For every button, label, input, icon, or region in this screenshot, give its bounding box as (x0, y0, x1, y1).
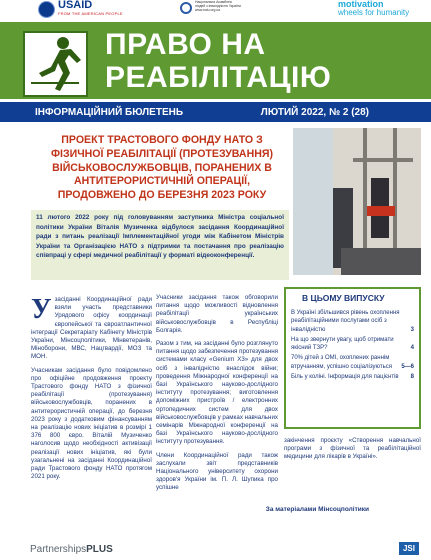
title-line-1: ПРАВО НА (105, 28, 266, 61)
contents-item-page: 3 (410, 326, 414, 333)
usaid-name: USAID (58, 0, 93, 11)
contents-box (284, 287, 421, 429)
bulletin-label: ІНФОРМАЦІЙНИЙ БЮЛЕТЕНЬ (35, 107, 184, 118)
intro-box: 11 лютого 2022 року під головуванням заступника Міністра соціальної політики України Віталія Музиченка відбулося засідання Координаційної ради з питань реалізації Імплементаційної угоди між Кабінетом Міністрів України та Організацією НАТО з підтримки та постачання про реалізацію співпраці у сфері медичної реабілітації у форматі відеоконференції. (31, 210, 289, 280)
contents-item-page: 4 (410, 345, 414, 352)
masthead (0, 22, 431, 99)
issue-label: ЛЮТИЙ 2022, № 2 (28) (260, 107, 369, 118)
motivation-logo (338, 0, 431, 20)
col1-paragraph-1: засіданні Координаційної ради взяли участь представники Урядового офісу координації європейської та євроатлантичної інтеграції Секретаріату Кабінету Міністрів України, Мінсоцполітики, Мінветеранів, Міноборони, МВС, Нацгвардії, МОЗ та МОН. (31, 296, 152, 361)
ngo-line-2: людей з інвалідністю України (195, 4, 241, 8)
motivation-tagline: wheels for humanity (338, 8, 410, 17)
footer (0, 536, 431, 560)
article-headline: ПРОЕКТ ТРАСТОВОГО ФОНДУ НАТО З ФІЗИЧНОЇ РЕАБІЛІТАЦІЇ (ПРОТЕЗУВАННЯ) ВІЙСЬКОВОСЛУЖБОВЦІВ, ПОРАНЕНИХ В АНТИТЕРОРИСТИЧНІЙ ОПЕРАЦІЇ, ПРОДОВЖЕНО ДО БЕРЕЗНЯ 2023 РОКУ (50, 134, 274, 202)
contents-list (286, 303, 419, 381)
contents-item-page: 8 (410, 374, 414, 381)
contents-heading: В ЦЬОМУ ВИПУСКУ (302, 293, 385, 303)
col1-paragraph-2: Учасникам засідання було повідомлено про офіційне продовження проекту Трастового фонду НАТО з фізичної реабілітації (протезування) військовослужбовців, поранених в антитерористичній операції, до березня 2023 року з додатковим фінансуванням на реалізацію нових ініціатив в розмірі 1 376 800 євро. Віталій Музиченко наголосив щодо необхідності активізації реалізації нових ініціатив, які були узагальнені на засіданні Координаційної ради Трастового фонду НАТО протягом 2021 року. (31, 366, 152, 481)
ngo-emblem-icon (180, 2, 192, 14)
contents-item-text: Біль у коліні. Інформація для пацієнтів (291, 374, 399, 381)
logo-strip (0, 0, 431, 22)
drop-cap: У (31, 294, 52, 325)
col2-paragraph-2: Разом з тим, на засіданні було розглянуто питання щодо забезпечення протезування системами класу «Genium X3» для двох осіб з інвалідністю внаслідок війни; проведення Міжнародної конференції на базі Українського науково-дослідного інституту протезування; виготовлення допоміжних пристроїв / електронних ортопедичних систем для двох військовослужбовців у рамках навчальних семінарів Міжнародної конференції на базі Українського науково-дослідного інституту протезування. (156, 340, 278, 446)
plus-word: PLUS (86, 544, 113, 555)
partnerships-word: Partnerships (30, 544, 87, 555)
usaid-seal-icon (38, 1, 55, 18)
jsi-logo: JSI (399, 542, 419, 555)
masthead-title (105, 28, 425, 94)
contents-item-text: 70% дітей з ОМІ, охоплених раннім втручанням, успішно соціалізуються (291, 355, 393, 370)
contents-item[interactable] (291, 309, 414, 334)
article-column-3: закінчення проєкту «Створення навчальної програми з фізичної та реабілітаційної медицини для лікарів в Україні». (284, 437, 421, 461)
article-column-2 (156, 294, 278, 498)
contents-item-text: В Україні збільшився рівень охоплення реабілітаційними послугами осіб з інвалідністю (291, 310, 400, 333)
bulletin-strip (0, 102, 431, 122)
contents-item-page: 5—6 (401, 363, 414, 370)
usaid-tagline: FROM THE AMERICAN PEOPLE (58, 11, 123, 16)
motivation-word: motivation (338, 0, 384, 9)
ngo-line-3: www.naiu.org.ua (195, 8, 221, 12)
rehabilitation-photo (293, 128, 421, 275)
usaid-logo (38, 0, 130, 20)
contents-item[interactable] (291, 354, 414, 371)
col2-paragraph-1: Учасники засідання також обговорили питання щодо можливості відновлення реабілітації українських військовослужбовців в Республіці Болгарія. (156, 294, 278, 334)
title-line-2: РЕАБІЛІТАЦІЮ (105, 61, 332, 94)
col2-paragraph-3: Члени Координаційної ради також заслухали звіт представників Національного університету охорони здоров'я України ім. П. Л. Шупика про успішне (156, 451, 278, 492)
contents-item[interactable] (291, 373, 414, 381)
ngo-line-1: Національна Асамблея (195, 0, 232, 4)
contents-item[interactable] (291, 336, 414, 353)
contents-item-text: На що звернути увагу, щоб отримати якісний ТЗР? (291, 336, 394, 352)
ngo-logo (180, 0, 270, 20)
partnerships-plus-logo (30, 544, 113, 555)
runner-emblem-icon (23, 31, 88, 97)
source-signoff: За матеріалами Мінсоцполітики (265, 506, 369, 513)
article-column-1 (31, 296, 152, 486)
